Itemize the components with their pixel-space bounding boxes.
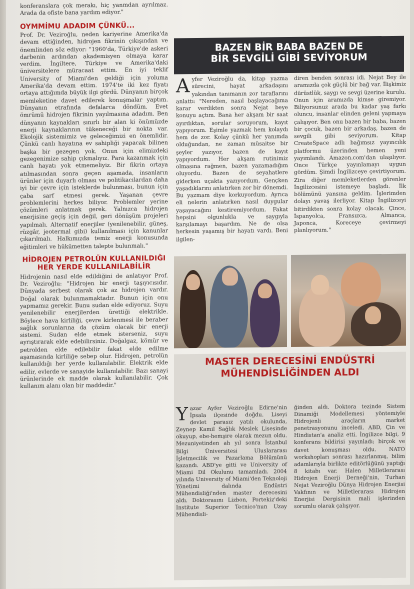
left-intro-text: konferanslara çok merakı, hiç yanmdan ayrılmaz. Arada da ofiste bana yardım ediyor." (20, 2, 168, 18)
info-box-column-1 (176, 405, 287, 520)
face (186, 274, 200, 290)
face (222, 268, 238, 286)
info-box-body-1: azar Ayfer Veziroğlu Edirne'nin İpsala ilçesinde doğdu. Liseyi devlet parasız yatılı okulunda, Zeynep Kamil Sağlık Meslek Lisesinde okuyup, ebe-hemşire olarak mezun oldu. Mezuniyetinden ah yıl sonra İstanbul Bilgi Üniversitesi Uluslararası İşletmecilik ve Pazarlama Bölümünü kazandı. ABD'ye gitti ve University of Miami Dil Okulunu tamamladı. 2004 yılında University of Miami'den Teknoloji Yönetimi dalında Endüstri Mühendisliği'nden master derecesini aldı. Doktorasını Lizbon, Portekiz'deki Institute Superior Tecnico'nun Uzay Mühendisli- (176, 405, 287, 519)
section-heading-1: OYMMİMU ADADIM ÇÜNKÜ... (20, 21, 135, 31)
left-body-text-1: Prof. Dr. Veziroğlu, neden kariyerine Amerika'da devam ettiğinden, hidrojen fikrinin çıkışından ve önemlinden söz ediyor: "1960'da, Türkiye'de askeri darbenin ardından akademisyen olmaya karar verdim. İngiltere, Türkiye ve Amerika'daki üniversitelere müracaat ettim. En iyi teklif University of Miami'den geldiği için yoluma Amerika'da devam ettim. 1974'te iki kez fiyatı ortaya attığımda büyük ilgi gördü. Dünyanın birçok memleketine davet edilerek konuşmalar yaptım. Dünyanın etrafında defalarca döndüm. Evet ömrümü hidrojen fikrinin yayılmasına adadım. Ben dünyanın kaynakları sınırlı bir alan ki önümüzde enerji kaynaklarının tükeneceği bir nokta var. Ekolojik sistemimiz ve geleceğimizi en önemlidir. Çünkü canlı hayatına ev sahipliği yapacak bilinen başka bir gezegen yok. Onun için elimizdeki gezegenimize sahip çıkmalıyız. Para kazanmak için canlı hayatı yok etmemeliyiz. Bir fikrin ortaya atılmasından sonra geçen aşamada, insanların ürünler için duyarlı olması ve politikacılardan daha iyi bir çevre için isteklerde bulunması, bunun için çaba sarf etmesi gerek. Yaşanan çevre problemlerini herkes biliyor. Problemler yerine çözümleri anlatmak gerek. Yalnızca hidrojen enerjisine geçiş için değil, geri dönüşüm projeleri yapılmalı. Alternatif enerjiler (yenilenebilir, güneş, rüzgâr, jeotermal gibi) kullanılması için kanunlar çıkarılmalı. Halkımızda temiz enerji konusunda eğitimleri ve hükümetten talepte bulunmalı." (20, 31, 168, 251)
magazine-page (6, 0, 410, 589)
info-box-column-2 (294, 404, 405, 512)
middle-column-text (176, 76, 288, 244)
info-box (174, 352, 406, 580)
drop-cap-a: A (176, 75, 190, 98)
family-photo-1 (174, 255, 287, 348)
headline-line-1: BAZEN BİR BABA BAZEN DE (214, 41, 364, 54)
middle-column (176, 76, 288, 244)
section-heading-2: HİDROJEN PETROLÜN KULLANILDIĞI HER YERDE KULLANILABİLİR (22, 254, 166, 272)
headline-banner (174, 36, 404, 74)
info-box-title (174, 352, 406, 380)
face (365, 306, 381, 324)
info-box-title-line-2: MÜHENDİSLİĞİNDEN ALDI (220, 366, 360, 380)
left-column (20, 2, 168, 393)
person-figure (341, 262, 381, 306)
middle-text-body: yfer Veziroğlu da, kitap yazma sürecini, hayat arkadaşını yakından tanımanın zor taraflarını anlattı: "Nereden, nasıl başlayacağıma karar verdikten sonra Nejat beye konuyu açtım. Bana her akşam bir saat ayırdıktan, sorular soruyorum, kayıt yapıyorum. Eşimle yazmak hem kolaydı hem de zor. Kolay çünkü her yanımda olduğundan, ne zaman müsaitse bir şeyler yazıyor, bazen de kayıt yapıyordum. Her akşam rutinimiz olmasına rağmen, bazen yazamadığım oluyordu. Bazen de seyahatlere giderken uçakta yazıyordum. Gençken yaşadıklarını anlatırken zor bir dönemdi. Bu yazmam diye korkuyordum. Ayrıca eli nelerin anlatırken nasıl duygular yaşayacağını kestiremiyordum. Fakat hepsini olgunlukla ve saygıyla karşılamayı başardım. Ne de olsa herkesin yaşamış bir hayatı vardı. Beni ilgilen- (176, 76, 288, 243)
left-body-text-2: Hidrojenin nasıl elde edildiğini de anlatıyor Prof. Dr. Veziroğlu: "Hidrojen bir enerji taşıyıcısıdır. Dünyada serbest olarak çok az hidrojen vardır. Doğal olarak bulunmamaktadır. Bunun için onu yapmamız gerekir. Bunu sudan elde ediyoruz. Suyu yenilenebilir enerjilerden ürettiği elektrikle. Böylece hava kirliliği, çevre kirlenmesi ile beraber sağlık sorunlarına da çözüm olacak bir enerji sistemi. Sudan elde etmek isterseniz, suyu ayrıştırarak elde edebilirsiniz. Doğalgaz, kömür ve petrolden elde edilebilir fakat elde edilme aşamasında kirliliğe sebep olur. Hidrojen, petrolün kullanıldığı her yerde kullanılabilir. Elektrik elde edilir, evlerde ve sanayide kullanılabilir. Bazı sanayi ürünlerinde ek madde olarak kullanılabilir. Çok kullanım alanı olan bir maddedir." (20, 273, 168, 391)
family-photo-2 (291, 254, 406, 347)
info-box-title-line-1: MASTER DERECESİNİ ENDÜSTRİ (205, 355, 375, 368)
right-column (294, 75, 406, 236)
info-box-text-1 (176, 405, 287, 520)
photo-strip (174, 254, 406, 348)
drop-cap-y: Y (176, 404, 188, 426)
right-column-text: diren benden sonrası idi. Nejat Bey ile aramızda çok güçlü bir bağ var. İlişkimiz dürüstlük, saygı ve sevgi üzerine kurulu. Onun için aramızda kimse giremiyor. Biliyorsunuz arada bu kadar yaş farkı oluncu, insanlar elinden geleni yapmaya çalışıyor. Ben onu bazen bir baba, bazen bir çocuk, bazen bir arkadaş, bazen de sevgili gibi seviyorum. Kitap CreateSpace adlı bağımsız yayıncılık platformu üzerinden hemen yeni yayımlandı. Amazon.com'dan ulaşılıyor. Once Türkçe yayınlamayı uygun gördüm. Şimdi İngilizceye çevirtiyorum. Zira diğer memleketlerden görenler İngilizcesini istemeye başladı. İlk bölümünü yansına geldim. İşlerimden dolayı yavaş ilerliyor. Kitap İngilizceyi bitirdikten sonra kolay olacak. Çince, İspanyolca, Fransızca, Almanca, Japonca, Koreceye çevirmeyi planlıyorum." (294, 74, 406, 235)
headline-line-2: BİR SEVGİLİ GİBİ SEVİYORUM (210, 52, 368, 65)
face (311, 275, 329, 295)
face (258, 283, 272, 298)
info-box-text-2: ğinden aldı. Doktora tezinde Sistem Dinamiği Modellemesi yöntemiyle Hidrojenli araçların market penetrasyonunu inceledi. ABD, Çin ve Hindistan'a analiz etti. İngilizce bilgi, 9 konferans bildirisi yayınladı; birçok ve davet konuşması oldu. NATO workshopları sonrası hazırlanmış, bilim adamlarıyla birlikte editörlüğünü yaptığı 8 kitabı var. Halen Milletlerarası Hidrojen Enerji Derneği'nin, Turhan Nejat Veziroğlu Dünya Hidrojen Enerjisi Vakfının ve Milletlerarası Hidrojen Enerjisi Dergisinin mali işlerinden sorumlu olarak çalışıyor. (294, 403, 405, 511)
